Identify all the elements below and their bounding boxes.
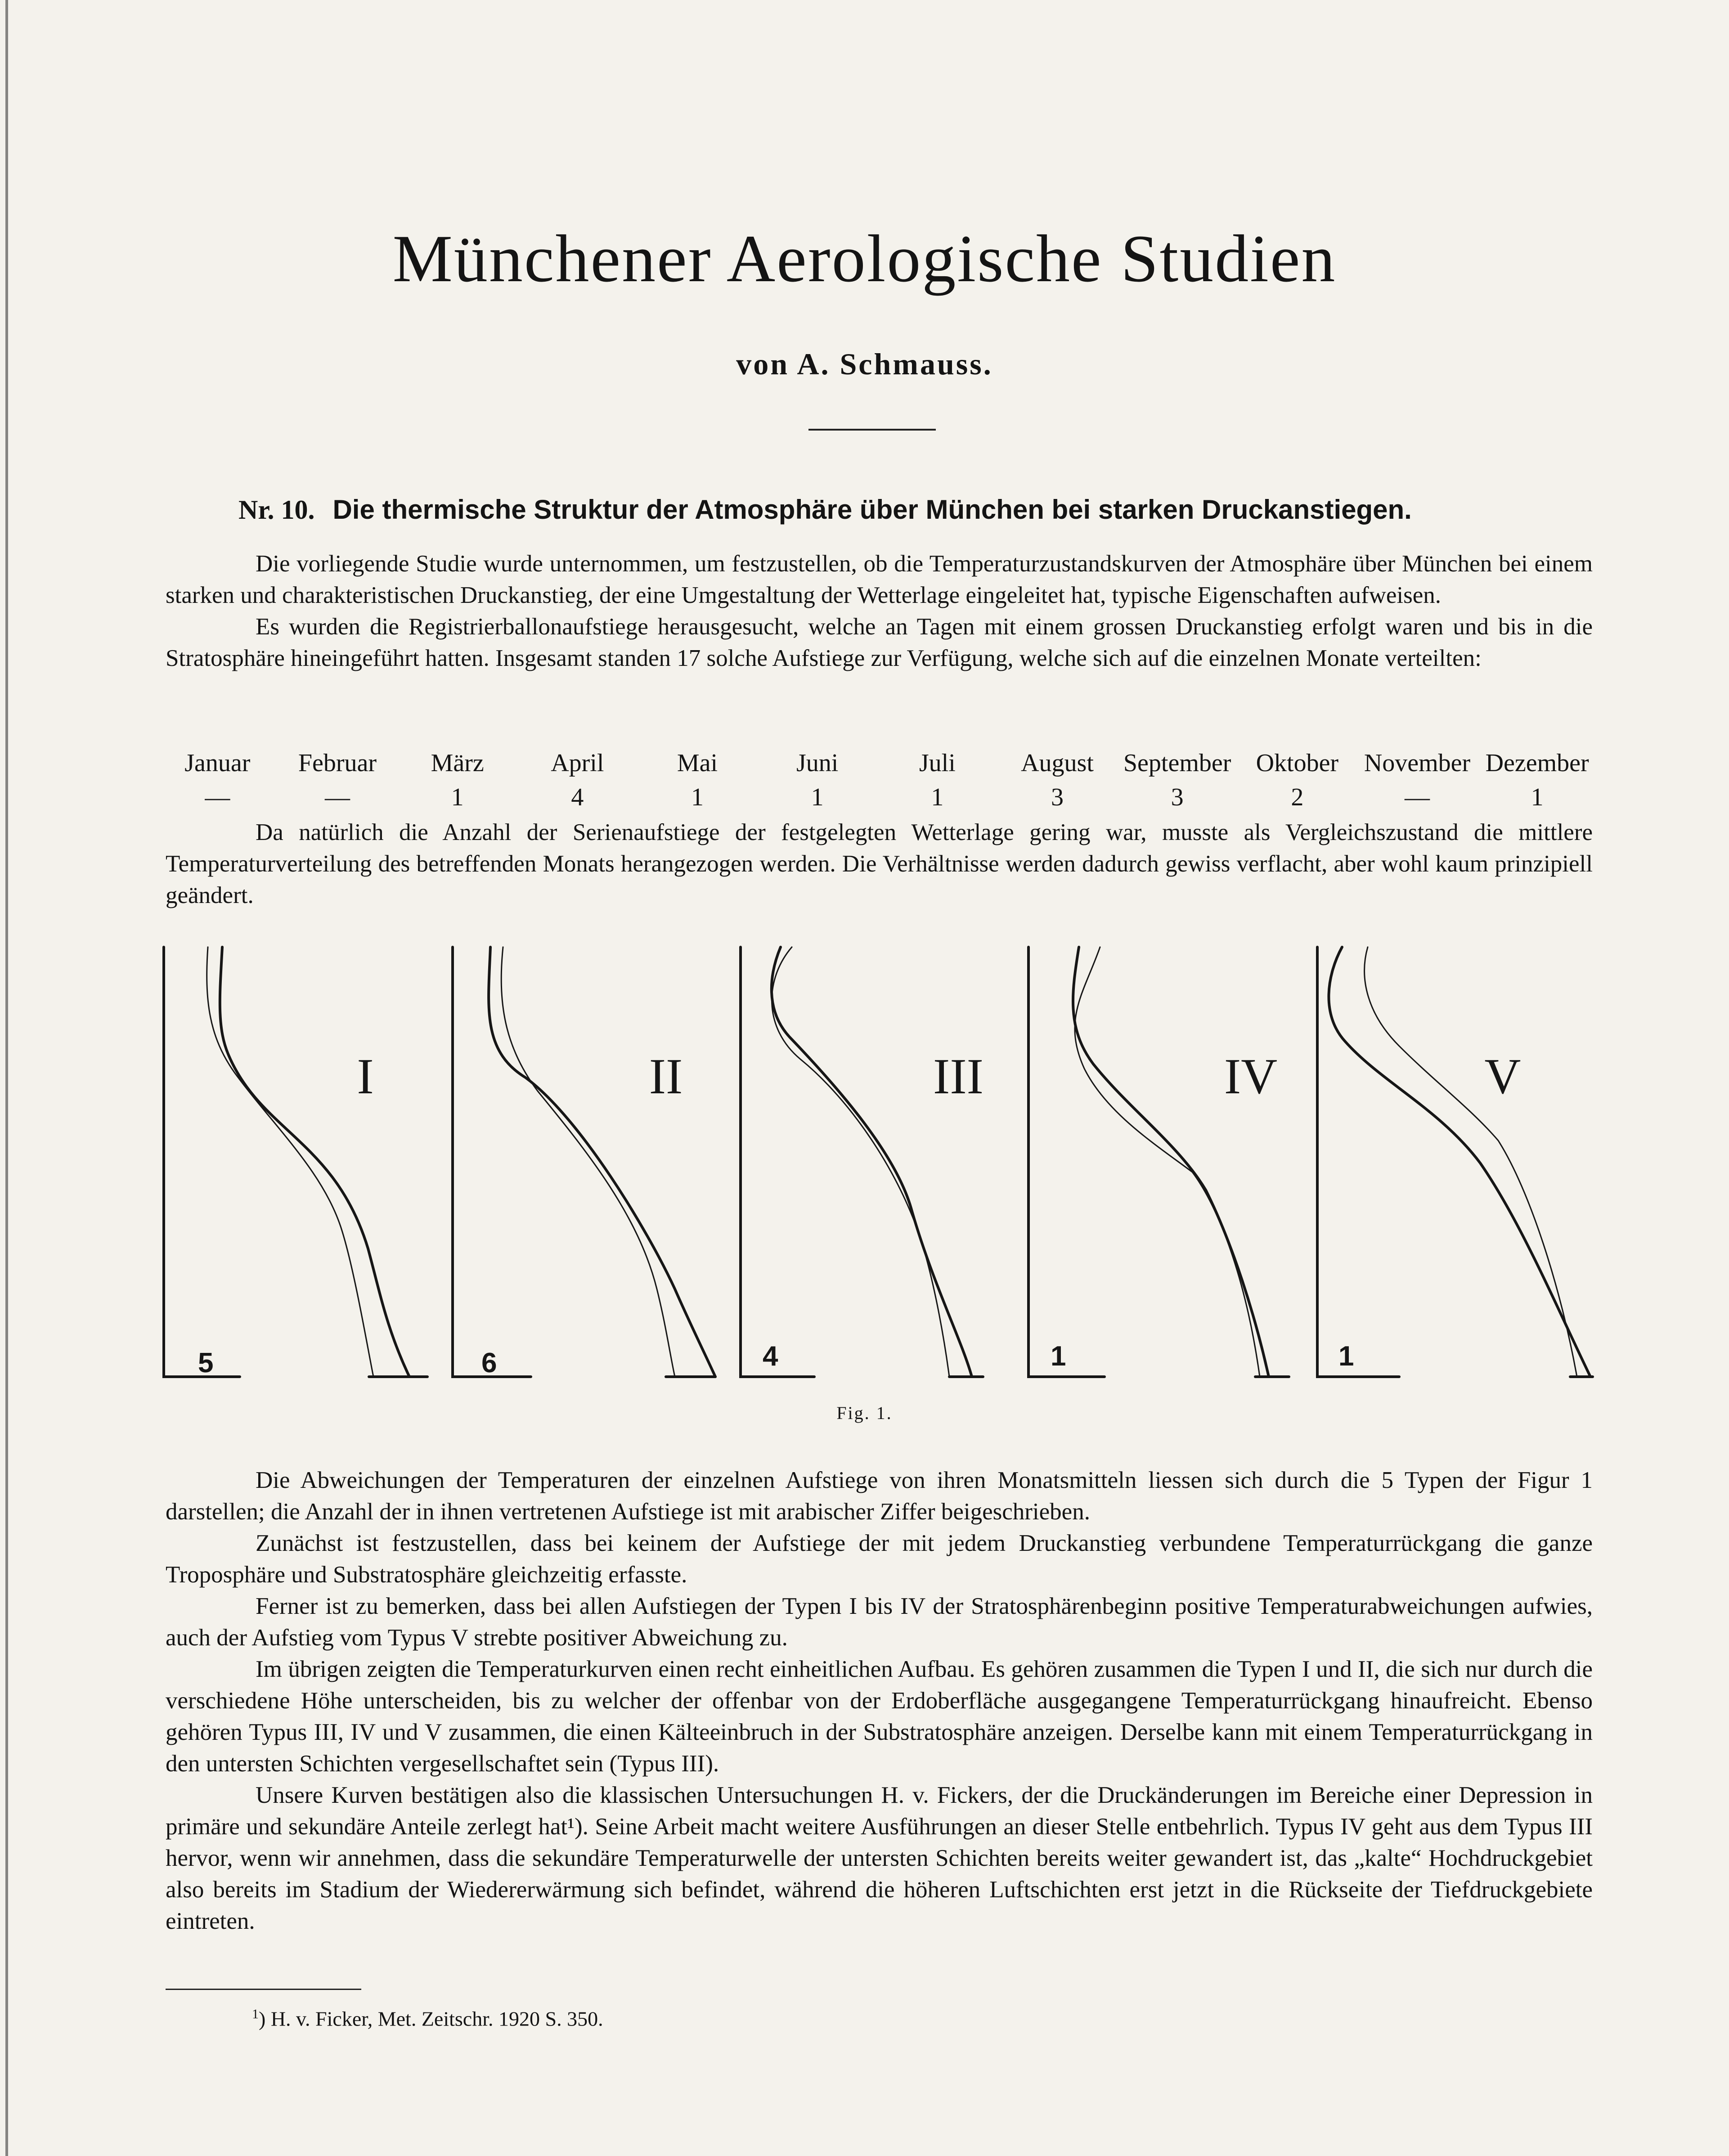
curve-ascent: [1075, 947, 1260, 1377]
month-count: 1: [691, 783, 704, 811]
body-text: [166, 1464, 1593, 1937]
section-heading: [238, 494, 1543, 526]
footnote: [252, 2007, 603, 2030]
curve-mean: [772, 947, 972, 1377]
panel-axis: [1028, 947, 1105, 1377]
month-name: Dezember: [1485, 749, 1589, 777]
paragraph: Zunächst ist festzustellen, dass bei keinem der Aufstiege der mit jedem Druckanstieg verbundene Temperaturrückgang die ganze Troposphäre und Substratosphäre gleichzeitig erfasste.: [166, 1530, 1593, 1588]
month-count: —: [324, 783, 350, 811]
curve-mean: [489, 947, 715, 1377]
panel-count-label: 1: [1051, 1341, 1066, 1372]
month-name: Juli: [919, 749, 956, 777]
curve-ascent: [1365, 947, 1577, 1377]
panel-iv: [1028, 947, 1289, 1377]
paragraph: Da natürlich die Anzahl der Serienaufstiege der festgelegten Wetterlage gering war, musste als Vergleichszustand die mittlere Temperaturverteilung des betreffenden Monats herangezogen werden. Die Verhältnisse werden dadurch gewiss verflacht, aber wohl kaum prinzipiell geändert.: [166, 819, 1593, 908]
figure-caption: Fig. 1.: [836, 1403, 893, 1423]
month-count: 4: [571, 783, 584, 811]
panel-count-label: 4: [763, 1341, 778, 1372]
curve-mean: [1073, 947, 1269, 1377]
author-prefix: von: [736, 347, 790, 381]
month-name: März: [431, 749, 484, 777]
month-name: Mai: [677, 749, 718, 777]
month-name: Januar: [184, 749, 251, 777]
panel-count-label: 5: [198, 1348, 214, 1379]
middle-text: [166, 817, 1593, 911]
paragraph: Die vorliegende Studie wurde unternommen, um festzustellen, ob die Temperaturzustandskurven der Atmosphäre über München bei einem starken und charakteristischen Druckanstieg, der eine Umgestaltung der Wetterlage eingeleitet hat, typische Eigenschaften aufweisen.: [166, 551, 1593, 608]
figure-1: [157, 938, 1597, 1401]
panel-roman-label: I: [357, 1049, 374, 1105]
panel-axis: [164, 947, 240, 1377]
month-name: August: [1021, 749, 1094, 777]
curve-ascent: [501, 947, 675, 1377]
section-title: Die thermische Struktur der Atmosphäre über München bei starken Druckanstiegen.: [332, 494, 1412, 525]
curve-mean: [220, 947, 409, 1377]
month-count: —: [205, 783, 230, 811]
paragraph: Unsere Kurven bestätigen also die klassischen Untersuchungen H. v. Fickers, der die Druckänderungen im Bereiche einer Depression in primäre und sekundäre Anteile zerlegt hat¹). Seine Arbeit macht weitere Ausführungen an dieser Stelle entbehrlich. Typus IV geht aus dem Typus III hervor, wenn wir annehmen, dass die sekundäre Temperaturwelle der untersten Schichten bereits weiter gewandert ist, das „kalte“ Hochdruckgebiet also bereits im Stadium der Wiedererwärmung sich befindet, während die höheren Luftschichten erst jetzt in die Rückseite der Tiefdruckgebiete eintreten.: [166, 1782, 1593, 1934]
panel-roman-label: IV: [1224, 1049, 1278, 1105]
footnote-marker: 1: [252, 2007, 259, 2021]
month-name: November: [1364, 749, 1471, 777]
footnote-text: ) H. v. Ficker, Met. Zeitschr. 1920 S. 350.: [259, 2007, 603, 2030]
month-name: Februar: [298, 749, 377, 777]
temperature-curves-figure: [157, 938, 1597, 1401]
section-number: Nr. 10.: [238, 495, 315, 525]
paragraph: Im übrigen zeigten die Temperaturkurven einen recht einheitlichen Aufbau. Es gehören zusammen die Typen I und II, die sich nur durch die verschiedene Höhe unterscheiden, bis zu welcher der offenbar von der Erdoberfläche ausgegangene Temperaturrückgang hinaufreicht. Ebenso gehören Typus III, IV und V zusammen, die einen Kälteeinbruch in der Substratosphäre anzeigen. Derselbe kann mit einem Temperaturrückgang in den untersten Schichten vergesellschaftet sein (Typus III).: [166, 1656, 1593, 1777]
month-count: —: [1404, 783, 1430, 811]
month-name: Oktober: [1256, 749, 1339, 777]
month-name: April: [551, 749, 604, 777]
title-rule: [808, 429, 936, 431]
author-name: A. Schmauss.: [797, 347, 993, 381]
month-name: Juni: [796, 749, 839, 777]
month-count: 1: [451, 783, 464, 811]
panel-ii: [453, 947, 715, 1377]
paragraph: Ferner ist zu bemerken, dass bei allen Aufstiegen der Typen I bis IV der Stratosphärenbeginn positive Temperaturabweichungen aufwies, auch der Aufstieg vom Typus V strebte positiver Abweichung zu.: [166, 1593, 1593, 1651]
panel-i: [164, 947, 427, 1377]
curve-ascent: [772, 947, 949, 1377]
month-count: 3: [1051, 783, 1064, 811]
intro-text: [166, 548, 1593, 674]
panel-axis: [453, 947, 531, 1377]
curve-mean: [1329, 947, 1590, 1377]
panel-roman-label: II: [649, 1049, 683, 1105]
panel-axis: [741, 947, 814, 1377]
month-distribution-table: [157, 746, 1597, 814]
footnote-rule: [166, 1989, 361, 1990]
panel-roman-label: III: [933, 1049, 984, 1105]
month-name: September: [1123, 749, 1231, 777]
panel-iii: [741, 947, 983, 1377]
panel-count-label: 1: [1338, 1341, 1354, 1372]
panel-v: [1317, 947, 1593, 1377]
month-count: 2: [1291, 783, 1304, 811]
page-edge: [5, 0, 8, 2156]
panel-roman-label: V: [1484, 1049, 1521, 1105]
page-title: Münchener Aerologische Studien: [392, 221, 1337, 296]
month-count: 3: [1171, 783, 1184, 811]
author-line: [0, 346, 1729, 382]
month-count: 1: [811, 783, 824, 811]
month-count: 1: [931, 783, 944, 811]
paragraph: Die Abweichungen der Temperaturen der einzelnen Aufstiege von ihren Monatsmitteln liessen sich durch die 5 Typen der Figur 1 darstellen; die Anzahl der in ihnen vertretenen Aufstiege ist mit arabischer Ziffer beigeschrieben.: [166, 1467, 1593, 1525]
curve-ascent: [207, 947, 373, 1377]
month-count: 1: [1531, 783, 1544, 811]
panel-count-label: 6: [481, 1348, 497, 1379]
paragraph: Es wurden die Registrierballonaufstiege herausgesucht, welche an Tagen mit einem grossen Druckanstieg erfolgt waren und bis in die Stratosphäre hineingeführt hatten. Insgesamt standen 17 solche Aufstiege zur Verfügung, welche sich auf die einzelnen Monate verteilten:: [166, 614, 1593, 671]
